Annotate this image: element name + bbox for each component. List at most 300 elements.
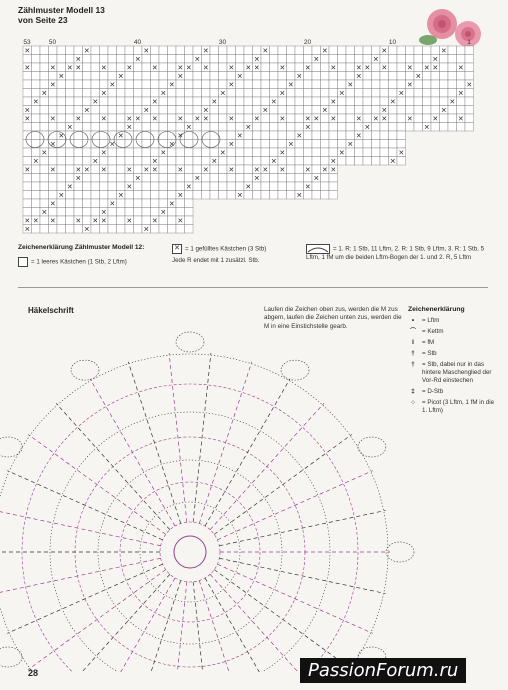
chart-cell <box>100 72 109 81</box>
filled-box-mark: ✕ <box>236 192 243 200</box>
chart-cell <box>176 208 185 217</box>
chart-cell <box>406 106 415 115</box>
chart-cell <box>108 148 117 157</box>
filled-box-mark: ✕ <box>228 64 235 72</box>
chart-cell <box>74 72 83 81</box>
chart-cell <box>151 123 160 132</box>
chart-cell <box>261 191 270 200</box>
chart-cell <box>380 89 389 98</box>
chart-cell <box>193 191 202 200</box>
chart-cell <box>295 46 304 55</box>
chart-cell <box>151 131 160 140</box>
chart-cell <box>32 208 41 217</box>
chart-cell <box>414 55 423 64</box>
chart-cell <box>142 182 151 191</box>
chart-cell <box>57 63 66 72</box>
filled-box-mark: ✕ <box>381 47 388 55</box>
chart-cell <box>261 131 270 140</box>
chart-cell <box>253 157 262 166</box>
chart-cell <box>125 148 134 157</box>
chart-cell <box>465 63 474 72</box>
chart-cell <box>304 89 313 98</box>
chart-column-numbers <box>23 39 471 46</box>
filled-box-mark: ✕ <box>245 64 252 72</box>
chart-cell <box>295 123 304 132</box>
chart-cell <box>380 148 389 157</box>
chart-cell <box>117 148 126 157</box>
filled-box-mark: ✕ <box>143 226 150 234</box>
chart-cell <box>57 106 66 115</box>
chart-cell <box>355 46 364 55</box>
chart-cell <box>312 157 321 166</box>
chart-cell <box>57 182 66 191</box>
watermark: PassionForum.ru <box>300 658 466 683</box>
filled-box-mark: ✕ <box>202 107 209 115</box>
doily-spoke <box>56 403 170 529</box>
filled-box-mark: ✕ <box>194 56 201 64</box>
chart-grid <box>23 46 474 233</box>
chart-cell <box>346 89 355 98</box>
chart-cell <box>219 191 228 200</box>
filled-box-mark: ✕ <box>24 166 31 174</box>
chart-cell <box>23 182 32 191</box>
chart-cell <box>244 89 253 98</box>
chart-cell <box>261 89 270 98</box>
chart-cell <box>40 165 49 174</box>
filled-box-mark: ✕ <box>151 115 158 123</box>
filled-box-mark: ✕ <box>49 217 56 225</box>
chart-cell <box>440 123 449 132</box>
chart-cell <box>431 97 440 106</box>
chart-cell <box>176 123 185 132</box>
chart-cell <box>329 191 338 200</box>
chart-cell <box>210 89 219 98</box>
filled-box-mark: ✕ <box>279 166 286 174</box>
chart-cell <box>244 97 253 106</box>
chart-cell <box>74 80 83 89</box>
chart-cell <box>389 106 398 115</box>
chart-cell <box>346 97 355 106</box>
chart-cell <box>57 80 66 89</box>
chart-cell <box>236 89 245 98</box>
chart-cell <box>176 157 185 166</box>
chart-cell <box>142 97 151 106</box>
chart-cell <box>134 123 143 132</box>
symbol-key-glyph: ⌒ <box>409 328 417 335</box>
doily-spoke <box>214 434 352 534</box>
chart-cell <box>346 131 355 140</box>
chart-cell <box>57 97 66 106</box>
legend-title: Zeichenerklärung Zählmuster Modell 12: <box>18 244 145 251</box>
chart-cell <box>397 72 406 81</box>
chart-cell <box>117 89 126 98</box>
chart-cell <box>363 106 372 115</box>
chart-cell <box>363 131 372 140</box>
filled-box-mark: ✕ <box>228 115 235 123</box>
chart-cell <box>91 63 100 72</box>
chart-cell <box>134 106 143 115</box>
filled-box-mark: ✕ <box>160 90 167 98</box>
section-divider <box>18 287 488 288</box>
filled-box-mark: ✕ <box>296 73 303 81</box>
chart-cell <box>431 106 440 115</box>
filled-box-mark: ✕ <box>398 149 405 157</box>
filled-box-mark: ✕ <box>415 73 422 81</box>
chart-cell <box>57 208 66 217</box>
chart-cell <box>108 97 117 106</box>
symbol-key-label: = D-Stb <box>422 388 444 395</box>
chart-cell <box>278 55 287 64</box>
chart-cell <box>32 182 41 191</box>
chart-cell <box>414 89 423 98</box>
filled-box-mark: ✕ <box>126 217 133 225</box>
chart-cell <box>32 174 41 183</box>
chart-cell <box>312 106 321 115</box>
chart-cell <box>23 97 32 106</box>
chart-cell <box>57 225 66 234</box>
filled-box-mark: ✕ <box>372 115 379 123</box>
chart-cell <box>57 174 66 183</box>
chart-cell <box>117 114 126 123</box>
filled-box-mark: ✕ <box>92 98 99 106</box>
doily-spoke <box>28 434 166 534</box>
chart-cell <box>312 182 321 191</box>
filled-box-mark: ✕ <box>279 149 286 157</box>
chart-cell <box>338 114 347 123</box>
chart-cell <box>185 80 194 89</box>
chart-cell <box>312 72 321 81</box>
filled-box-mark: ✕ <box>49 64 56 72</box>
filled-box-mark: ✕ <box>75 217 82 225</box>
chart-cell <box>100 225 109 234</box>
filled-box-mark: ✕ <box>134 56 141 64</box>
chart-cell <box>125 46 134 55</box>
filled-box-mark: ✕ <box>100 115 107 123</box>
chart-cell <box>270 123 279 132</box>
chart-cell <box>108 174 117 183</box>
doily-ring <box>140 502 240 602</box>
chart-cell <box>57 165 66 174</box>
symbol-key-label: = Stb <box>422 350 437 357</box>
filled-box-mark: ✕ <box>355 64 362 72</box>
chart-cell <box>253 148 262 157</box>
chart-cell <box>83 182 92 191</box>
symbol-key-glyph: † <box>411 361 415 368</box>
filled-box-mark: ✕ <box>168 81 175 89</box>
chart-cell <box>23 191 32 200</box>
chart-cell <box>210 165 219 174</box>
filled-box-mark: ✕ <box>432 115 439 123</box>
filled-box-mark: ✕ <box>109 81 116 89</box>
chart-cell <box>125 208 134 217</box>
chart-cell <box>202 97 211 106</box>
chart-cell <box>321 123 330 132</box>
chart-cell <box>397 46 406 55</box>
chart-cell <box>159 80 168 89</box>
chart-cell <box>66 199 75 208</box>
chart-cell <box>278 72 287 81</box>
chart-cell <box>346 72 355 81</box>
chart-cell <box>397 140 406 149</box>
doily-spoke <box>193 582 211 672</box>
chart-cell <box>380 123 389 132</box>
chart-cell <box>142 174 151 183</box>
filled-box-mark: ✕ <box>185 183 192 191</box>
chart-cell <box>312 97 321 106</box>
filled-box-mark: ✕ <box>440 107 447 115</box>
chart-cell <box>338 55 347 64</box>
chart-cell <box>346 123 355 132</box>
chart-cell <box>125 191 134 200</box>
chart-cell <box>168 208 177 217</box>
chart-cell <box>117 46 126 55</box>
chart-cell <box>134 72 143 81</box>
chart-cell <box>219 72 228 81</box>
chart-cell <box>202 80 211 89</box>
chart-cell <box>346 63 355 72</box>
chart-cell <box>125 106 134 115</box>
chart-cell <box>244 114 253 123</box>
chart-cell <box>261 148 270 157</box>
chart-cell <box>406 89 415 98</box>
symbol-key-glyph: ○ <box>411 399 415 406</box>
filled-box-mark: ✕ <box>177 166 184 174</box>
chart-cell <box>83 208 92 217</box>
filled-box-mark: ✕ <box>219 149 226 157</box>
chart-cell <box>168 225 177 234</box>
chart-cell <box>329 55 338 64</box>
chart-cell <box>227 97 236 106</box>
chart-cell <box>193 131 202 140</box>
filled-box-mark: ✕ <box>253 115 260 123</box>
chart-cell <box>227 46 236 55</box>
chart-cell <box>244 140 253 149</box>
filled-box-mark: ✕ <box>49 141 56 149</box>
chart-cell <box>91 148 100 157</box>
chart-cell <box>295 89 304 98</box>
chart-cell <box>329 182 338 191</box>
chart-cell <box>134 165 143 174</box>
filled-box-mark: ✕ <box>49 81 56 89</box>
chart-column-number: 10 <box>388 39 397 46</box>
chart-cell <box>397 131 406 140</box>
chart-cell <box>125 80 134 89</box>
chart-cell <box>23 55 32 64</box>
symbol-key-label: = fM <box>422 339 435 346</box>
chart-cell <box>448 114 457 123</box>
filled-box-mark: ✕ <box>321 47 328 55</box>
chart-cell <box>49 208 58 217</box>
filled-box-mark: ✕ <box>24 217 31 225</box>
filled-box-mark: ✕ <box>262 107 269 115</box>
chart-cell <box>108 182 117 191</box>
chart-cell <box>278 182 287 191</box>
chart-cell <box>168 216 177 225</box>
chart-cell <box>40 140 49 149</box>
chart-cell <box>117 225 126 234</box>
page-number: 28 <box>28 668 39 678</box>
chart-cell <box>329 123 338 132</box>
filled-box-mark: ✕ <box>287 81 294 89</box>
chart-cell <box>176 46 185 55</box>
chart-cell <box>117 55 126 64</box>
chart-cell <box>457 72 466 81</box>
chart-cell <box>159 63 168 72</box>
chart-cell <box>321 140 330 149</box>
chart-cell <box>312 63 321 72</box>
chart-cell <box>414 106 423 115</box>
chart-cell <box>227 123 236 132</box>
chart-cell <box>151 148 160 157</box>
chart-cell <box>185 97 194 106</box>
filled-box-mark: ✕ <box>66 183 73 191</box>
chart-cell <box>278 191 287 200</box>
chart-cell <box>440 114 449 123</box>
chart-cell <box>193 97 202 106</box>
chart-cell <box>193 148 202 157</box>
chart-cell <box>278 174 287 183</box>
chart-cell <box>91 123 100 132</box>
filled-box-mark: ✕ <box>143 47 150 55</box>
chart-cell <box>287 55 296 64</box>
chart-cell <box>287 148 296 157</box>
filled-box-mark: ✕ <box>253 64 260 72</box>
chart-cell <box>185 114 194 123</box>
chart-cell <box>278 157 287 166</box>
chart-cell <box>363 97 372 106</box>
legend-empty-box: = 1 leeres Kästchen (1 Stb, 2 Lftm) <box>18 257 127 267</box>
chart-cell <box>304 106 313 115</box>
chart-cell <box>100 131 109 140</box>
chart-cell <box>49 148 58 157</box>
filled-box-mark: ✕ <box>211 98 218 106</box>
legend-filled-box: ✕ = 1 gefülltes Kästchen (3 Stb) <box>172 244 266 254</box>
chart-cell <box>372 63 381 72</box>
chart-cell <box>219 182 228 191</box>
chart-cell <box>304 174 313 183</box>
chart-cell <box>100 182 109 191</box>
chart-cell <box>185 199 194 208</box>
chart-cell <box>151 55 160 64</box>
chart-cell <box>168 191 177 200</box>
chart-cell <box>355 89 364 98</box>
chart-cell <box>66 131 75 140</box>
doily-spoke <box>90 379 175 526</box>
chart-cell <box>108 225 117 234</box>
chart-cell <box>329 174 338 183</box>
chart-cell <box>100 140 109 149</box>
chart-cell <box>244 106 253 115</box>
chart-cell <box>448 55 457 64</box>
chart-cell <box>185 208 194 217</box>
chart-cell <box>253 140 262 149</box>
filled-box-mark: ✕ <box>457 64 464 72</box>
filled-box-mark: ✕ <box>253 56 260 64</box>
filled-box-mark: ✕ <box>83 226 90 234</box>
filled-box-mark: ✕ <box>219 90 226 98</box>
chart-cell <box>465 106 474 115</box>
chart-cell <box>40 80 49 89</box>
chart-cell <box>40 174 49 183</box>
chart-cell <box>406 72 415 81</box>
chart-cell <box>108 72 117 81</box>
chart-cell <box>142 199 151 208</box>
chart-cell <box>363 72 372 81</box>
filled-box-mark: ✕ <box>321 107 328 115</box>
chart-cell <box>151 46 160 55</box>
chart-cell <box>338 157 347 166</box>
chart-cell <box>151 174 160 183</box>
chart-cell <box>185 89 194 98</box>
chart-cell <box>338 123 347 132</box>
filled-box-mark: ✕ <box>92 158 99 166</box>
filled-box-mark: ✕ <box>126 166 133 174</box>
chart-cell <box>142 191 151 200</box>
chart-cell <box>168 165 177 174</box>
chart-cell <box>168 63 177 72</box>
chart-cell <box>219 165 228 174</box>
filled-box-mark: ✕ <box>126 64 133 72</box>
chart-cell <box>270 131 279 140</box>
chart-cell <box>151 72 160 81</box>
chart-cell <box>448 123 457 132</box>
chart-cell <box>66 157 75 166</box>
chart-cell <box>142 89 151 98</box>
chart-cell <box>261 182 270 191</box>
chart-cell <box>134 157 143 166</box>
chart-cell <box>295 106 304 115</box>
chart-cell <box>363 157 372 166</box>
chart-cell <box>321 97 330 106</box>
chart-cell <box>117 174 126 183</box>
chart-cell <box>202 182 211 191</box>
doily-center-ring <box>174 536 206 568</box>
chart-cell <box>100 80 109 89</box>
chart-cell <box>108 55 117 64</box>
chart-cell <box>440 63 449 72</box>
chart-cell <box>465 46 474 55</box>
chart-cell <box>236 46 245 55</box>
filled-box-mark: ✕ <box>253 166 260 174</box>
chart-cell <box>32 72 41 81</box>
filled-box-mark: ✕ <box>338 149 345 157</box>
chart-cell <box>270 191 279 200</box>
chart-cell <box>57 216 66 225</box>
chart-cell <box>346 114 355 123</box>
chart-cell <box>321 148 330 157</box>
chart-cell <box>431 46 440 55</box>
chart-cell <box>159 216 168 225</box>
chart-cell <box>32 199 41 208</box>
chart-cell <box>270 182 279 191</box>
chart-cell <box>151 140 160 149</box>
chart-cell <box>253 97 262 106</box>
chart-cell <box>210 63 219 72</box>
chart-cell <box>202 55 211 64</box>
chart-cell <box>287 165 296 174</box>
chart-cell <box>159 199 168 208</box>
chart-cell <box>304 80 313 89</box>
chart-cell <box>295 174 304 183</box>
chart-cell <box>91 55 100 64</box>
chart-cell <box>83 80 92 89</box>
filled-box-mark: ✕ <box>24 115 31 123</box>
chart-cell <box>57 123 66 132</box>
filled-box-mark: ✕ <box>117 192 124 200</box>
chart-cell <box>380 80 389 89</box>
chart-cell <box>312 89 321 98</box>
chart-cell <box>423 114 432 123</box>
